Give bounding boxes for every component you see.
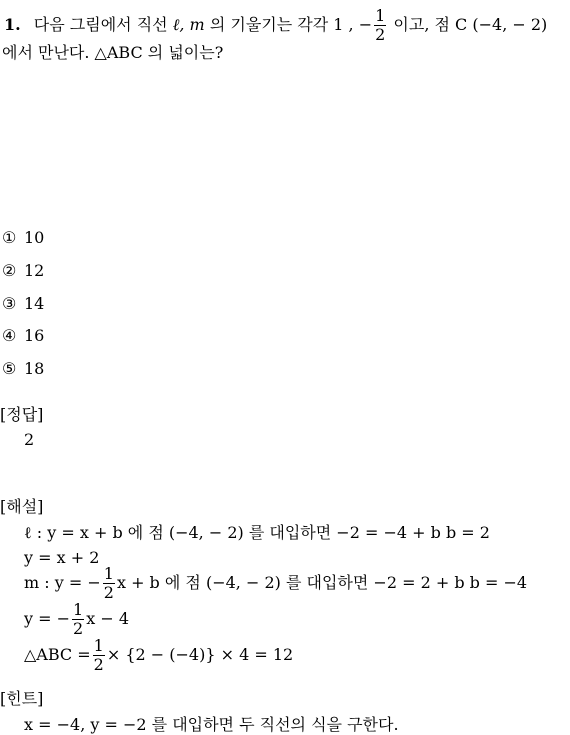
- option-2-value: 12: [24, 261, 45, 280]
- question-number: 1.: [4, 15, 21, 34]
- solution-line-3: [24, 566, 527, 601]
- solution-line-4-frac-den: 2: [73, 619, 84, 638]
- option-3[interactable]: [2, 294, 44, 313]
- solution-line-4-fraction: [72, 602, 84, 637]
- solution-line-4-post: x − 4: [86, 609, 129, 628]
- slope-fraction: [374, 8, 386, 43]
- option-3-value: 14: [24, 294, 45, 313]
- option-4-number: ④: [2, 326, 17, 345]
- option-2-number: ②: [2, 261, 17, 280]
- solution-line-5-fraction: [93, 638, 105, 673]
- option-1[interactable]: [2, 228, 44, 247]
- option-1-value: 10: [24, 228, 45, 247]
- solution-line-5-frac-den: 2: [93, 655, 104, 674]
- hint-text: x = −4, y = −2 를 대입하면 두 직선의 식을 구한다.: [24, 715, 399, 734]
- solution-line-4-frac-num: 1: [73, 600, 84, 619]
- solution-line-2: y = x + 2: [24, 548, 100, 567]
- option-5-number: ⑤: [2, 359, 17, 378]
- question-text-part3: 이고, 점 C (−4, − 2): [393, 15, 548, 34]
- solution-line-3-frac-den: 2: [103, 583, 114, 602]
- solution-line-3-post: x + b 에 점 (−4, − 2) 를 대입하면 −2 = 2 + b b = −4: [116, 573, 528, 592]
- question-line-2: 에서 만난다. △ABC 의 넓이는?: [2, 43, 224, 62]
- question-text-part1: 다음 그림에서 직선: [33, 15, 168, 34]
- solution-line-3-fraction: [103, 566, 115, 601]
- solution-line-4: [24, 602, 129, 637]
- solution-line-3-pre: m : y = −: [24, 573, 101, 592]
- option-4[interactable]: [2, 326, 44, 345]
- answer-value: 2: [24, 430, 35, 449]
- solution-line-5-frac-num: 1: [93, 636, 104, 655]
- answer-label: [정답]: [0, 405, 44, 424]
- solution-line-5-pre: △ABC =: [24, 645, 91, 664]
- solution-line-3-frac-num: 1: [103, 564, 114, 583]
- option-5[interactable]: [2, 359, 44, 378]
- question-text-part2: 의 기울기는 각각 1 , −: [209, 15, 373, 34]
- solution-label: [해설]: [0, 497, 44, 516]
- solution-line-4-pre: y = −: [24, 609, 71, 628]
- solution-line-5: [24, 638, 293, 673]
- slope-fraction-den: 2: [375, 25, 386, 44]
- option-2[interactable]: [2, 261, 44, 280]
- option-3-number: ③: [2, 294, 17, 313]
- solution-line-5-post: × {2 − (−4)} × 4 = 12: [106, 645, 294, 664]
- question-line-1: [4, 8, 547, 43]
- slope-fraction-num: 1: [375, 6, 386, 25]
- solution-line-1: ℓ : y = x + b 에 점 (−4, − 2) 를 대입하면 −2 = −4 + b b = 2: [24, 523, 490, 542]
- hint-label: [힌트]: [0, 689, 44, 708]
- option-4-value: 16: [24, 326, 45, 345]
- option-1-number: ①: [2, 228, 17, 247]
- option-5-value: 18: [24, 359, 45, 378]
- question-lines-var: ℓ, m: [172, 15, 205, 34]
